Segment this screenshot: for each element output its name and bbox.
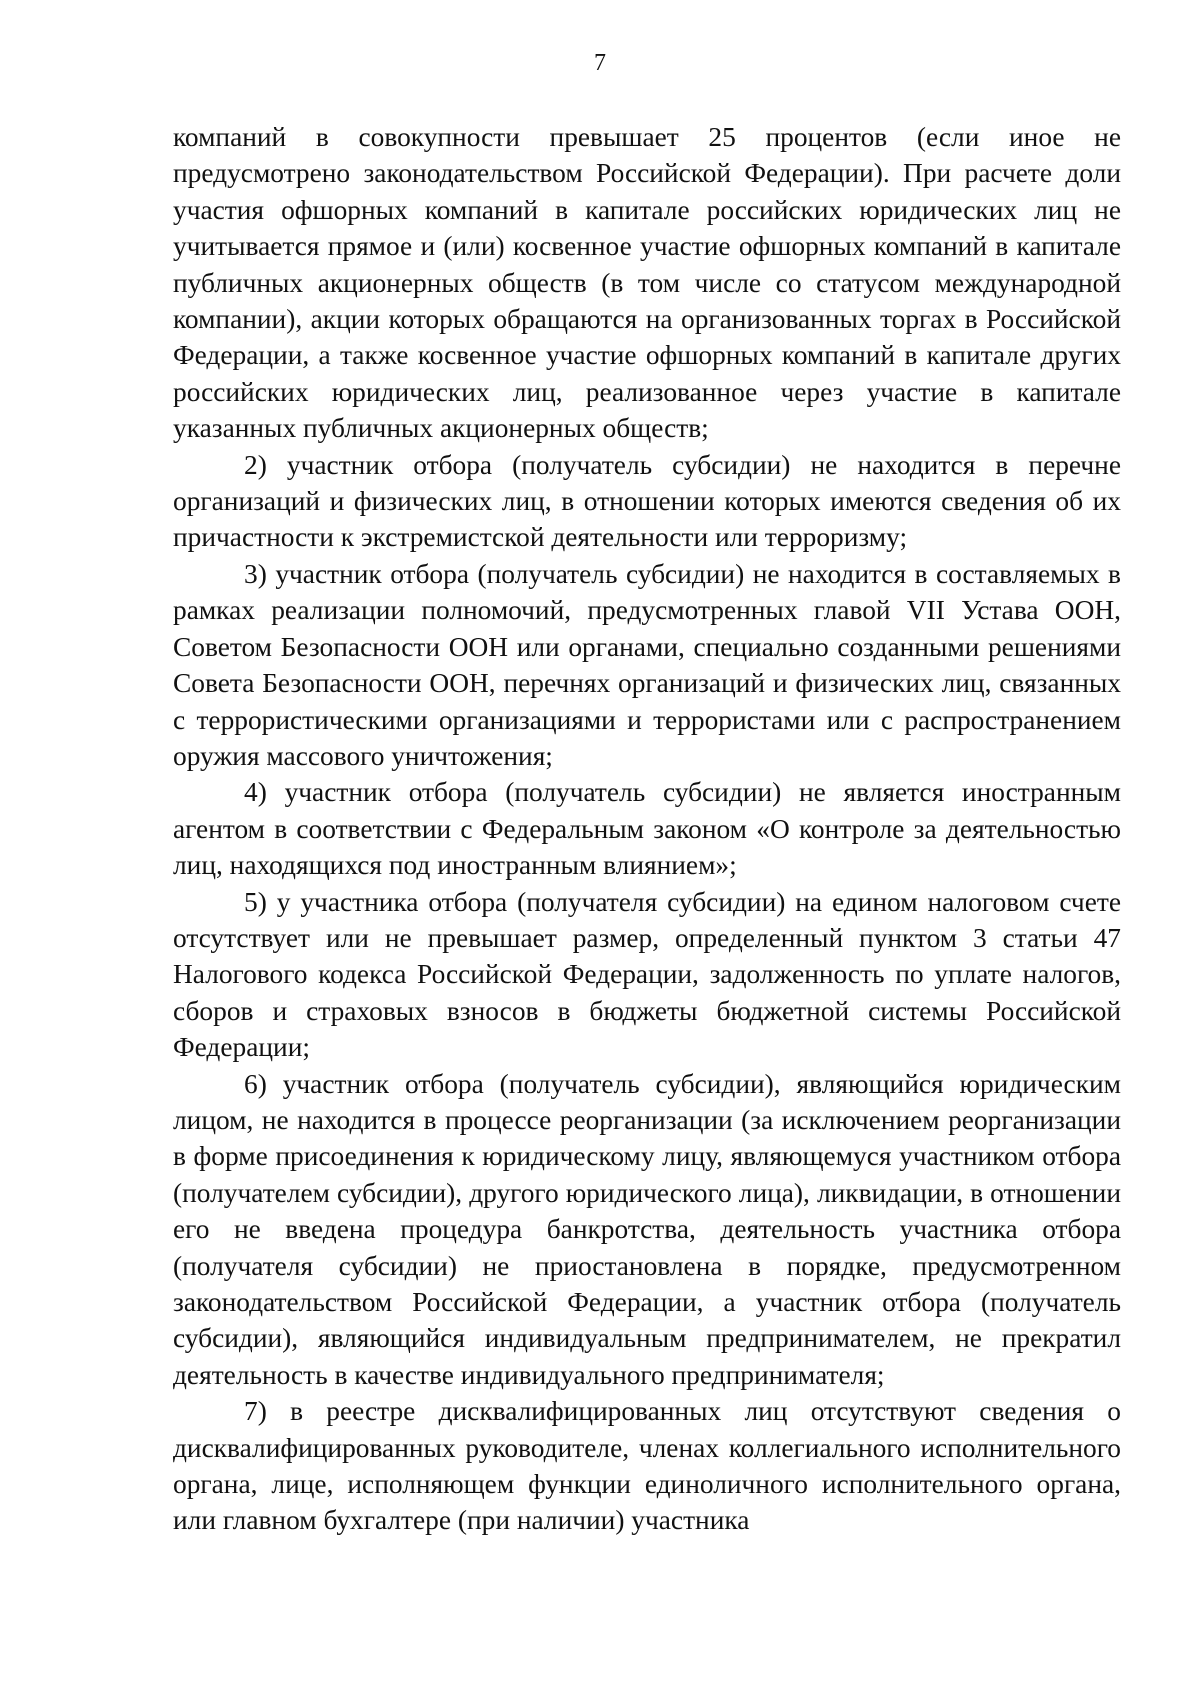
page-number: 7 — [594, 50, 606, 76]
paragraph-item-6: 6) участник отбора (получатель субсидии), являющийся юридическим лицом, не находится в процессе реорганизации (за исключением реорганизации в форме присоединения к юридическому лицу, являющемуся участником отбора (получателем субсидии), другого юридического лица), ликвидации, в отношении его не введена процедура банкротства, деятельность участника отбора (получателя субсидии) не приостановлена в порядке, предусмотренном законодательством Российской Федерации, а участник отбора (получатель субсидии), являющийся индивидуальным предпринимателем, не прекратил деятельность в качестве индивидуального предпринимателя; — [173, 1068, 1121, 1390]
paragraph-item-2: 2) участник отбора (получатель субсидии) не находится в перечне организаций и физических лиц, в отношении которых имеются сведения об их причастности к экстремистской деятельности или терроризму; — [173, 449, 1121, 553]
paragraph-item-5: 5) у участника отбора (получателя субсидии) на едином налоговом счете отсутствует или не превышает размер, определенный пунктом 3 статьи 47 Налогового кодекса Российской Федерации, задолженность по уплате налогов, сборов и страховых взносов в бюджеты бюджетной системы Российской Федерации; — [173, 886, 1121, 1063]
paragraph-item-7: 7) в реестре дисквалифицированных лиц отсутствуют сведения о дисквалифицированных руководителе, членах коллегиального исполнительного органа, лице, исполняющем функции единоличного исполнительного органа, или главном бухгалтере (при наличии) участника — [173, 1396, 1121, 1536]
paragraph-item-3: 3) участник отбора (получатель субсидии) не находится в составляемых в рамках реализации полномочий, предусмотренных главой VII Устава ООН, Советом Безопасности ООН или органами, специально созданными решениями Совета Безопасности ООН, перечнях организаций и физических лиц, связанных с террористическими организациями и террористами или с распространением оружия массового уничтожения; — [173, 558, 1121, 771]
paragraph-continuation: компаний в совокупности превышает 25 процентов (если иное не предусмотрено законодательством Российской Федерации). При расчете доли участия офшорных компаний в капитале российских юридических лиц не учитывается прямое и (или) косвенное участие офшорных компаний в капитале публичных акционерных обществ (в том числе со статусом международной компании), акции которых обращаются на организованных торгах в Российской Федерации, а также косвенное участие офшорных компаний в капитале других российских юридических лиц, реализованное через участие в капитале указанных публичных акционерных обществ; — [173, 122, 1121, 444]
paragraph-item-4: 4) участник отбора (получатель субсидии) не является иностранным агентом в соответствии с Федеральным законом «О контроле за деятельностью лиц, находящихся под иностранным влиянием»; — [173, 777, 1121, 881]
document-body — [173, 119, 1121, 1539]
